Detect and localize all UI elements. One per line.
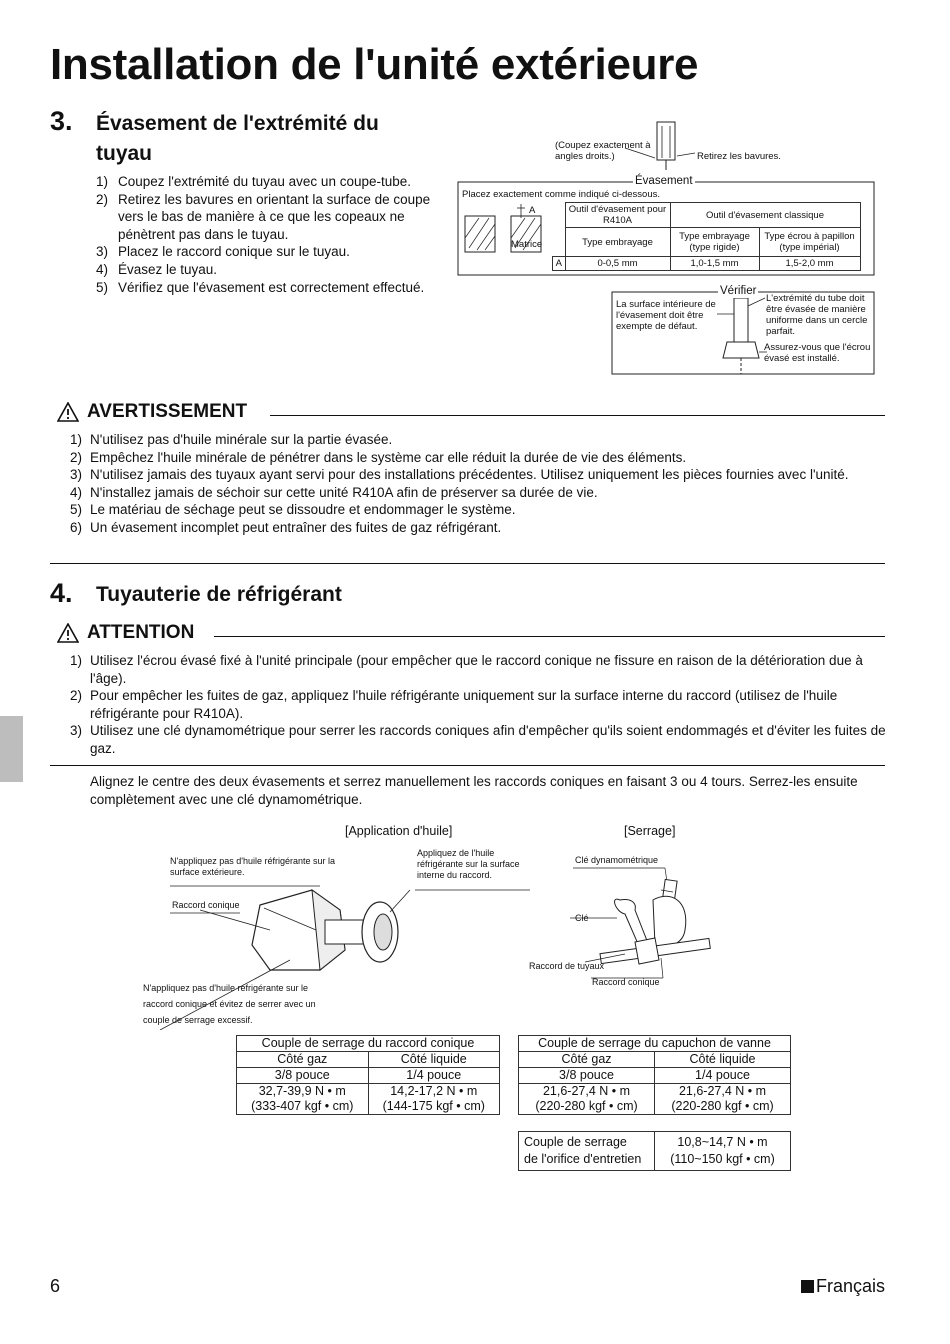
step-item: 2) Retirez les bavures en orientant la surface de coupe vers le bas de manière à ce que les copeaux ne pénètrent pas dans le tuyau. (96, 191, 431, 242)
flaring-table-cell: 1,0-1,5 mm (670, 257, 759, 271)
torque-wrench-label: Clé dynamométrique (575, 855, 659, 865)
flaring-table-col-rigid: Type embrayage (type rigide) (670, 228, 759, 257)
square-bullet-icon (801, 1280, 814, 1293)
no-oil-nut-label: N'appliquez pas d'huile réfrigérante sur le raccord conique et évitez de serrer avec un couple de serrage excessif. (143, 983, 316, 1025)
table-header: Côté liquide (655, 1052, 791, 1068)
list-item: 6) Un évasement incomplet peut entraîner des fuites de gaz réfrigérant. (70, 519, 502, 535)
verify-right-label-2: Assurez-vous que l'écrou évasé est installé. (764, 342, 871, 364)
table-cell: 10,8~14,7 N • m (110~150 kgf • cm) (655, 1132, 791, 1171)
flaring-table-col-clutch: Type embrayage (565, 228, 670, 257)
warning-title: AVERTISSEMENT (87, 401, 248, 422)
side-tab-marker (0, 716, 23, 782)
torque-table-service-port (518, 1131, 791, 1171)
list-item: 3) N'utilisez jamais des tuyaux ayant servi pour des installations précédentes. Utilisez uniquement les pièces fournies avec l'unité. (70, 467, 849, 483)
warning-rule (270, 415, 885, 416)
flaring-table-wrap (552, 202, 861, 271)
attention-title: ATTENTION (87, 622, 195, 643)
list-item: 4) N'installez jamais de séchoir sur cette unité R410A afin de préserver sa durée de vie. (70, 484, 598, 500)
section-4-number: 4. (50, 578, 73, 608)
pipe-union-label: Raccord de tuyaux (529, 961, 605, 971)
section-3-title: Évasement de l'extrémité du tuyau (96, 112, 379, 165)
table-cell: 1/4 pouce (368, 1068, 500, 1084)
no-oil-outside-label: N'appliquez pas d'huile réfrigérante sur la surface extérieure. (170, 856, 336, 877)
table-cell: 14,2-17,2 N • m (144-175 kgf • cm) (368, 1084, 500, 1115)
table-header: Côté gaz (237, 1052, 369, 1068)
wrench-drawing (525, 850, 715, 995)
cut-label: (Coupez exactement à angles droits.) (555, 140, 651, 162)
table-cell: 3/8 pouce (237, 1068, 369, 1084)
flare-nut-label: Raccord conique (592, 977, 660, 987)
torque-table-flare-nut (236, 1035, 500, 1115)
attention-rule (214, 636, 885, 637)
warning-triangle-icon (57, 402, 79, 422)
torque-table-valve-cap (518, 1035, 791, 1115)
section-3-number: 3. (50, 106, 73, 136)
verify-left-label: La surface intérieure de l'évasement doit être exempte de défaut. (616, 299, 716, 332)
flaring-table-cell: 0-0,5 mm (565, 257, 670, 271)
section-4-title: Tuyauterie de réfrigérant (96, 583, 342, 606)
flaring-table-cell: 1,5-2,0 mm (759, 257, 860, 271)
table-cell: 32,7-39,9 N • m (333-407 kgf • cm) (237, 1084, 369, 1115)
table-header: Côté liquide (368, 1052, 500, 1068)
table-cell: 3/8 pouce (519, 1068, 655, 1084)
list-item: 1) Utilisez l'écrou évasé fixé à l'unité principale (pour empêcher que le raccord conique ne fissure en raison de la détérioration due à l'âge). (70, 653, 863, 686)
flaring-title: Évasement (635, 175, 693, 187)
section-divider (50, 765, 885, 766)
page-title: Installation de l'unité extérieure (50, 40, 699, 89)
flare-nut-label: Raccord conique (172, 900, 240, 910)
section-divider (50, 563, 885, 564)
warning-list (50, 431, 890, 537)
table-cell: 1/4 pouce (655, 1068, 791, 1084)
step-item: 5) Vérifiez que l'évasement est correctement effectué. (96, 279, 425, 295)
wrench-label: Clé (575, 913, 589, 923)
table-title: Couple de serrage du capuchon de vanne (519, 1036, 791, 1052)
flaring-table-header-r410a: Outil d'évasement pour R410A (565, 203, 670, 228)
flaring-table-header-classic: Outil d'évasement classique (670, 203, 860, 228)
apply-inside-label: Appliquez de l'huile réfrigérante sur la surface interne du raccord. (417, 848, 520, 880)
table-cell: 21,6-27,4 N • m (220-280 kgf • cm) (519, 1084, 655, 1115)
verify-title: Vérifier (720, 285, 757, 297)
list-item: 2) Pour empêcher les fuites de gaz, appliquez l'huile réfrigérante uniquement sur la surface interne du raccord (utilisez de l'huile réfrigérante pour R410A). (70, 688, 838, 721)
tighten-diagram-heading: [Serrage] (624, 824, 676, 838)
list-item: 3) Utilisez une clé dynamométrique pour serrer les raccords coniques afin d'empêcher qu'ils soient endommagés et d'éviter les fuites de gaz. (70, 723, 886, 756)
step-item: 3) Placez le raccord conique sur le tuyau. (96, 244, 350, 260)
table-header: Côté gaz (519, 1052, 655, 1068)
a-label: A (529, 205, 536, 216)
page-number: 6 (50, 1276, 61, 1296)
oil-diagram-heading: [Application d'huile] (345, 824, 453, 838)
language-label: Français (801, 1276, 885, 1297)
section-3-steps (96, 173, 436, 296)
table-cell: 21,6-27,4 N • m (220-280 kgf • cm) (655, 1084, 791, 1115)
list-item: 2) Empêchez l'huile minérale de pénétrer dans le système car elle réduit la durée de vie des éléments. (70, 449, 687, 465)
attention-heading (57, 622, 194, 644)
list-item: 5) Le matériau de séchage peut se dissoudre et endommager le système. (70, 502, 516, 518)
matrix-label: Matrice (511, 239, 543, 250)
align-paragraph: Alignez le centre des deux évasements et serrez manuellement les raccords coniques en faisant 3 ou 4 tours. Serrez-les ensuite complètement avec une clé dynamométrique. (90, 774, 858, 807)
flaring-table-row-label: A (553, 257, 566, 271)
flaring-table-col-imperial: Type écrou à papillon (type impérial) (759, 228, 860, 257)
flaring-table (552, 202, 861, 271)
burr-label: Retirez les bavures. (697, 151, 781, 162)
verify-right-label-1: L'extrémité du tube doit être évasée de manière uniforme dans un cercle parfait. (766, 293, 868, 337)
warning-triangle-icon (57, 623, 79, 643)
step-item: 1) Coupez l'extrémité du tuyau avec un coupe-tube. (96, 174, 412, 189)
list-item: 1) N'utilisez pas d'huile minérale sur la partie évasée. (70, 432, 393, 447)
step-item: 4) Évasez le tuyau. (96, 261, 218, 277)
place-label: Placez exactement comme indiqué ci-dessous. (462, 189, 661, 200)
warning-heading (57, 401, 247, 423)
attention-list (50, 652, 890, 758)
table-title: Couple de serrage du raccord conique (237, 1036, 500, 1052)
table-cell: Couple de serrage de l'orifice d'entretien (519, 1132, 655, 1171)
